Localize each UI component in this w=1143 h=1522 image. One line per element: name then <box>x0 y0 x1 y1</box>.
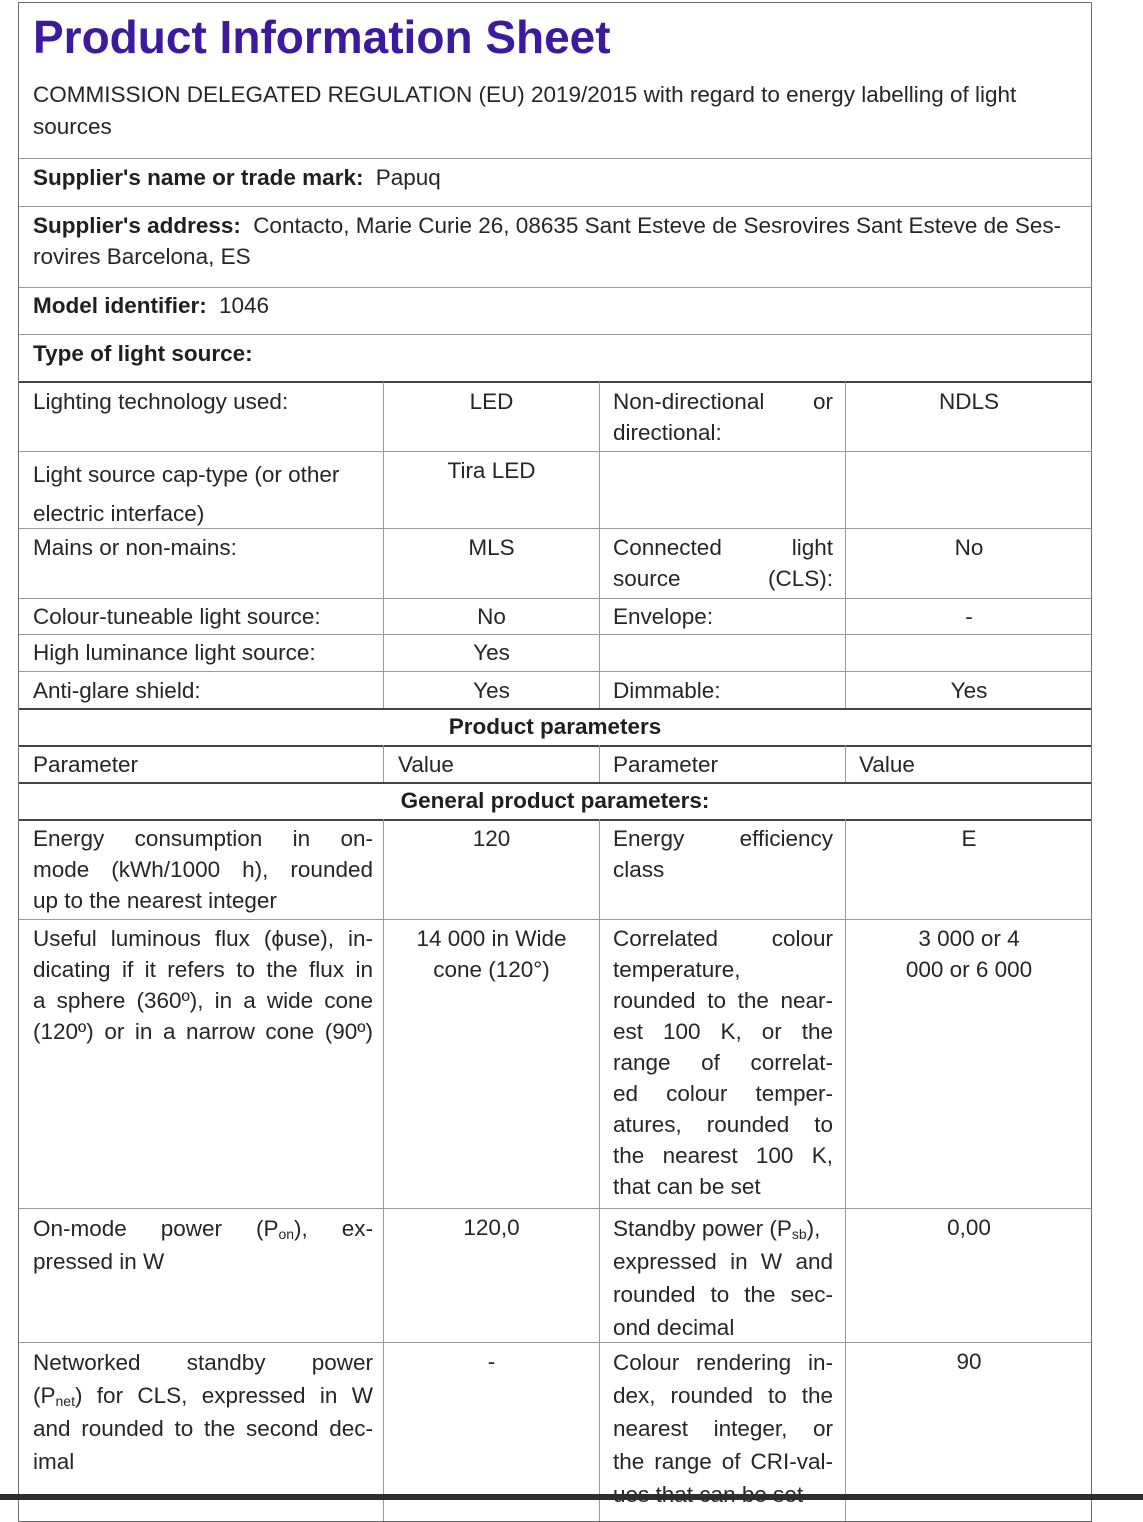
text-line: rounded to the sec- <box>613 1282 833 1307</box>
regulation-reference: COMMISSION DELEGATED REGULATION (EU) 2019/2015 with regard to energy labelling of light sources <box>33 82 1017 139</box>
row-param: Colour-tuneable light source: <box>33 604 321 629</box>
divider <box>19 634 1091 635</box>
row-param: Envelope: <box>613 604 714 629</box>
param-on-mode-power <box>33 1212 373 1278</box>
value-energy-class: E <box>961 826 977 851</box>
column-header-parameter: Parameter <box>613 752 719 777</box>
model-identifier-label: Model identifier: <box>33 293 207 318</box>
row-value: LED <box>469 389 514 414</box>
text-line: Networked standby power <box>33 1350 373 1375</box>
column-divider <box>383 382 384 708</box>
row-value: No <box>954 535 984 560</box>
column-header-value: Value <box>398 752 454 777</box>
product-information-sheet <box>18 2 1092 1522</box>
text-line: Energy consumption in on- <box>33 826 373 851</box>
text-line: class <box>613 857 665 882</box>
text-line: ed colour temper- <box>613 1081 833 1106</box>
row-value: Tira LED <box>447 458 536 483</box>
supplier-address-label: Supplier's address: <box>33 213 241 238</box>
column-divider <box>599 745 600 782</box>
param-energy-class <box>613 823 833 885</box>
model-identifier-value: 1046 <box>219 293 270 318</box>
value-standby-power: 0,00 <box>947 1215 991 1240</box>
divider <box>19 671 1091 672</box>
column-divider <box>845 745 846 782</box>
row-value: Yes <box>473 640 510 665</box>
supplier-address-value: Contacto, Marie Curie 26, 08635 Sant Esteve de Sesrovires Sant Esteve de Ses- <box>253 213 1062 238</box>
row-value: MLS <box>468 535 515 560</box>
divider <box>19 381 1091 383</box>
text-line: pressed in W <box>33 1249 165 1274</box>
product-parameters-heading: Product parameters <box>448 714 662 739</box>
divider <box>19 782 1091 784</box>
row-param: Non-directional or directional: <box>613 389 833 445</box>
param-colour-rendering <box>613 1346 833 1511</box>
row-param: Anti-glare shield: <box>33 678 201 703</box>
text-line: nearest integer, or <box>613 1416 833 1441</box>
row-param: Lighting technology used: <box>33 389 289 414</box>
text-line: imal <box>33 1449 75 1474</box>
text-line: est 100 K, or the <box>613 1019 833 1044</box>
value-colour-rendering: 90 <box>956 1349 982 1374</box>
divider <box>19 598 1091 599</box>
row-param: Dimmable: <box>613 678 721 703</box>
supplier-name-value: Papuq <box>375 165 441 190</box>
param-networked-standby <box>33 1346 373 1478</box>
divider <box>19 206 1091 207</box>
column-divider <box>599 382 600 708</box>
row-value: NDLS <box>938 389 1000 414</box>
text-line: cone (120°) <box>433 957 550 982</box>
supplier-name-label: Supplier's name or trade mark: <box>33 165 364 190</box>
column-divider <box>599 819 600 1522</box>
row-param: Mains or non-mains: <box>33 535 237 560</box>
text-line: Colour rendering in- <box>613 1350 833 1375</box>
divider <box>19 745 1091 747</box>
general-parameters-heading: General product parameters: <box>400 788 710 813</box>
divider <box>19 334 1091 335</box>
row-value: Yes <box>473 678 510 703</box>
supplier-name-row <box>33 162 441 193</box>
bottom-bar <box>0 1494 1143 1500</box>
divider <box>19 1342 1091 1343</box>
divider <box>19 451 1091 452</box>
text-line: that can be set <box>613 1174 761 1199</box>
text-line: Standby power $(P_{sb})$, <box>613 1216 821 1242</box>
param-colour-temperature <box>613 923 833 1202</box>
text-line: and rounded to the second dec- <box>33 1416 373 1441</box>
text-line: temperature, <box>613 957 741 982</box>
value-luminous-flux <box>385 923 598 985</box>
text-line: On-mode power $(P_{on})$, ex- <box>33 1216 373 1242</box>
param-energy-consumption <box>33 823 373 916</box>
value-energy-consumption: 120 <box>472 826 511 851</box>
text-line: Correlated colour <box>613 926 833 951</box>
row-value: - <box>965 604 973 629</box>
supplier-address-value-cont: rovires Barcelona, ES <box>33 244 251 269</box>
text-line: mode (kWh/1000 h), rounded <box>33 857 373 882</box>
row-param: Connected light source (CLS): <box>613 535 833 591</box>
text-line: Useful luminous flux (ϕuse), in- <box>33 926 373 951</box>
light-source-type-heading: Type of light source: <box>33 341 253 366</box>
row-value: Yes <box>950 678 988 703</box>
text-line: the nearest 100 K, <box>613 1143 833 1168</box>
page-title: Product Information Sheet <box>33 11 611 63</box>
divider <box>19 708 1091 710</box>
text-line: the range of CRI-val- <box>613 1449 833 1474</box>
text-line: Energy efficiency <box>613 826 833 851</box>
text-line: 14 000 in Wide <box>416 926 567 951</box>
value-on-mode-power: 120,0 <box>463 1215 520 1240</box>
value-colour-temperature <box>847 923 1091 985</box>
model-identifier-row <box>33 290 269 321</box>
text-line: expressed in W and <box>613 1249 833 1274</box>
text-line: dicating if it refers to the flux in <box>33 957 373 982</box>
text-line: up to the nearest integer <box>33 888 277 913</box>
param-standby-power <box>613 1212 833 1344</box>
column-header-value: Value <box>859 752 915 777</box>
param-luminous-flux <box>33 923 373 1047</box>
divider <box>19 158 1091 159</box>
text-line: atures, rounded to <box>613 1112 833 1137</box>
divider <box>19 1208 1091 1209</box>
row-param: Light source cap-type (or other electric interface) <box>33 462 340 526</box>
text-line: range of correlat- <box>613 1050 833 1075</box>
text-line: $(P_{net})$ for CLS, expressed in W <box>33 1383 373 1409</box>
text-line: 3 000 or 4 <box>918 926 1020 951</box>
row-param: High luminance light source: <box>33 640 316 665</box>
divider <box>19 919 1091 920</box>
column-divider <box>383 819 384 1522</box>
divider <box>19 287 1091 288</box>
column-header-parameter: Parameter <box>33 752 139 777</box>
text-line: a sphere (360º), in a wide cone <box>33 988 373 1013</box>
value-networked-standby: - <box>487 1349 496 1374</box>
column-divider <box>845 819 846 1522</box>
text-line: rounded to the near- <box>613 988 833 1013</box>
column-divider <box>845 382 846 708</box>
column-divider <box>383 745 384 782</box>
text-line: (120º) or in a narrow cone (90º) <box>33 1019 373 1044</box>
text-line: ond decimal <box>613 1315 735 1340</box>
row-value: No <box>477 604 506 629</box>
divider <box>19 819 1091 821</box>
supplier-address-row <box>33 210 1092 272</box>
text-line: 000 or 6 000 <box>905 957 1033 982</box>
text-line: dex, rounded to the <box>613 1383 833 1408</box>
